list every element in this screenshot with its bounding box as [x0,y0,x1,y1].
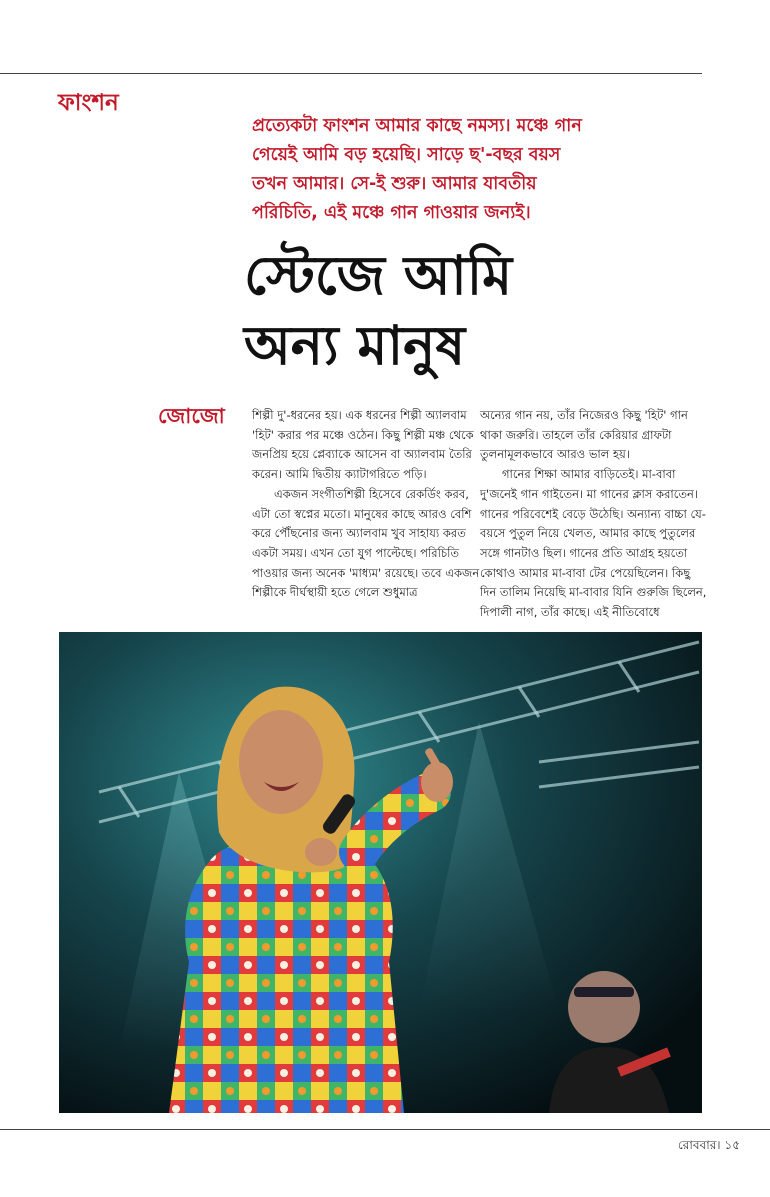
section-label: ফাংশন [58,89,119,116]
byline: জোজো [158,403,225,428]
intro-line: গেয়েই আমি বড় হয়েছি। সাড়ে ছ'-বছর বয়স [252,145,561,165]
headline-line-1: স্টেজে আমি [244,243,513,307]
paragraph: গানের শিক্ষা আমার বাড়িতেই। মা-বাবা দু'জনেই গান গাইতেন। মা গানের ক্লাস করাতেন। গানের পরিবেশেই বেড়ে উঠেছি। অন্যান্য বাচ্চা যে-বয়সে পুতুল নিয়ে খেলত, আমার কাছে পুতুলের সঙ্গে গানটাও ছিল। গানের প্রতি আগ্রহ হয়তো কোথাও আমার মা-বাবা টের পেয়েছিলেন। কিছু দিন তালিম নিয়েছি মা-বাবার যিনি গুরুজি ছিলেন, দিপালী নাগ, তাঁর কাছে। এই নীতিবোধে [480,467,707,620]
paragraph: অন্যের গান নয়, তাঁর নিজেরও কিছু 'হিট' গান থাকা জরুরি। তাহলে তাঁর কেরিয়ার গ্রাফটা তুলনামূলকভাবে আরও ভাল হয়। [480,408,688,462]
intro-pullquote [252,112,692,228]
headline-line-2: অন্য মানুষ [244,313,466,377]
top-rule [0,73,702,74]
article-column-1 [252,406,480,603]
paragraph: একজন সংগীতশিল্পী হিসেবে রেকর্ডিং করব, এটা তো স্বপ্নের মতো। মানুষের কাছে আরও বেশি করে পৌঁছনোর জন্য অ্যালবাম খুব সাহায্য করত একটা সময়। এখন তো যুগ পাল্টেছে। পরিচিতি পাওয়ার জন্য অনেক 'মাধ্যম' রয়েছে। তবে একজন শিল্পীকে দীর্ঘস্থায়ী হতে গেলে শুধুমাত্র [252,486,480,600]
intro-line: পরিচিতি, এই মঞ্চে গান গাওয়ার জন্যই। [252,203,531,223]
intro-line: প্রত্যেকটা ফাংশন আমার কাছে নমস্য। মঞ্চে গান [252,116,582,136]
concert-photo-illustration [59,632,702,1113]
page-footer: রোববার। ১৫ [677,1138,740,1152]
headline [244,240,664,380]
article-column-2 [480,406,708,623]
bottom-rule [0,1129,770,1130]
concert-photo [59,632,702,1113]
paragraph: শিল্পী দু'-ধরনের হয়। এক ধরনের শিল্পী অ্যালবাম 'হিট' করার পর মঞ্চে ওঠেন। কিছু শিল্পী মঞ্চ থেকে জনপ্রিয় হয়ে প্লেব্যাকে আসেন বা অ্যালবাম তৈরি করেন। আমি দ্বিতীয় ক্যাটাগরিতে পড়ি। [252,408,474,482]
intro-line: তখন আমার। সে-ই শুরু। আমার যাবতীয় [252,174,537,194]
